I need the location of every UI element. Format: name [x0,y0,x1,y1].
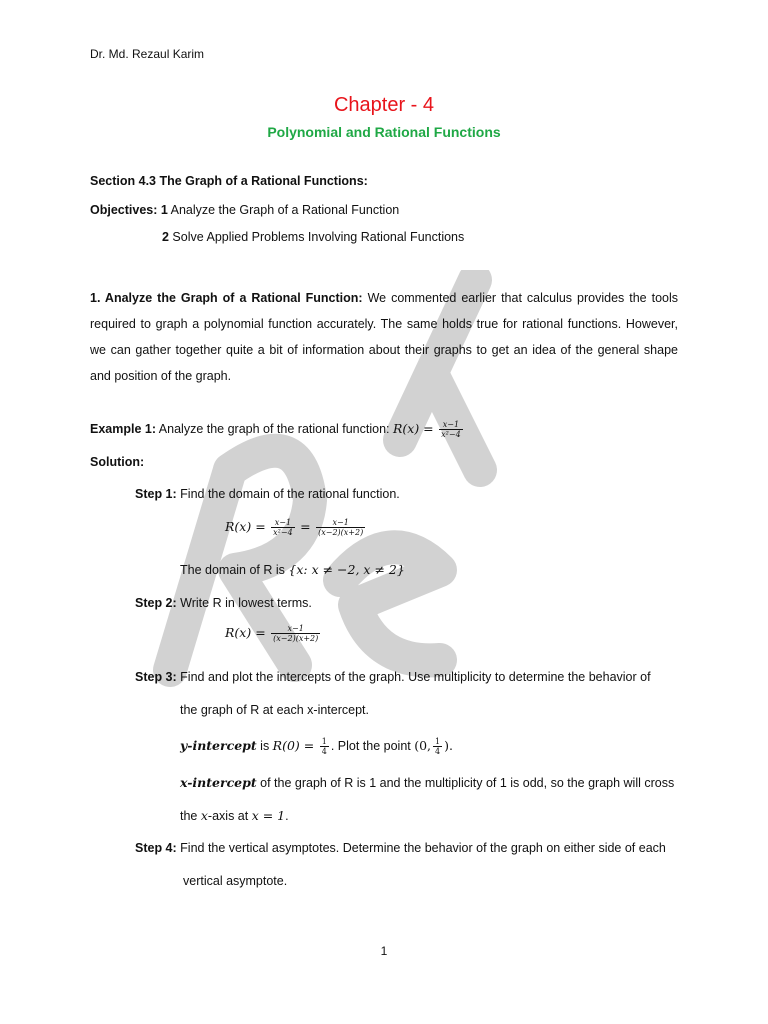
section-heading-text: Section 4.3 The Graph of a Rational Functions: [90,174,368,188]
step-1-label: Step 1: [135,487,177,501]
author-header: Dr. Md. Rezaul Karim [90,47,205,61]
objective-1-number: 1 [160,203,168,217]
section-heading [90,174,368,188]
fraction-numerator: x−1 [287,624,304,633]
fraction-denominator: x²−4 [273,528,293,537]
fraction-numerator: x−1 [442,420,460,429]
equals-sign: = [300,518,311,534]
x-intercept-line [180,775,674,790]
step-2 [135,596,312,610]
step-4-text: Find the vertical asymptotes. Determine the behavior of the graph on either side of each [176,841,666,855]
step-1-text: Find the domain of the rational function. [176,487,400,501]
example-1-fraction [439,420,463,439]
step-2-equation [225,624,322,643]
domain-set: {x: x ≠ −2, x ≠ 2} [288,562,405,577]
x-variable: x [200,808,208,823]
step-2-label: Step 2: [135,596,177,610]
y-intercept-equation: R(0) = [272,737,315,753]
part1-heading: 1. Analyze the Graph of a Rational Function: [90,291,363,305]
equation-fraction-2 [316,518,365,537]
domain-text: The domain of R is [180,563,289,577]
fraction-denominator: (x−2)(x+2) [273,634,319,643]
fraction-denominator: x²−4 [441,430,461,439]
step-3-label: Step 3: [135,670,177,684]
equation-fraction [271,624,320,643]
fraction-denominator: (x−2)(x+2) [318,528,364,537]
step-3 [135,670,651,684]
y-intercept-fraction [320,737,329,756]
x-intercept-text: of the graph of R is 1 and the multiplicity of 1 is odd, so the graph will cross [256,776,675,790]
point-fraction [433,737,442,756]
step-3-text: Find and plot the intercepts of the graph. Use multiplicity to determine the behavior of [176,670,651,684]
step-1-equation [225,518,367,537]
equation-lhs: R(x) = [225,518,266,534]
objective-2-number: 2 [162,230,169,244]
step-4-continuation: vertical asymptote. [183,874,288,888]
example-1-function-lhs: R(x) = [392,420,434,436]
y-intercept-is: is [256,738,273,753]
objective-2 [162,230,464,244]
point-open: (0, [414,737,432,753]
y-intercept-label: y-intercept [180,737,257,753]
fraction-numerator: 1 [321,737,327,746]
fraction-denominator: 4 [321,747,327,756]
example-1 [90,420,465,439]
solution-label [90,455,144,469]
part1-paragraph [90,285,678,389]
part1-body: We commented earlier that calculus provides the tools required to graph a polynomial function accurately. The same holds true for rational functions. However, we can gather together quite a bit of information about their graphs to get an idea of the general shape and position of the graph. [90,291,679,383]
objective-2-text: Solve Applied Problems Involving Rational Functions [168,230,465,244]
equation-fraction-1 [271,518,295,537]
chapter-title: Chapter - 4 [333,94,435,116]
x-intercept-label: x-intercept [180,775,257,790]
fraction-denominator: 4 [435,747,441,756]
y-intercept-plot-text: . Plot the point [330,738,415,753]
objective-1-text: Analyze the Graph of a Rational Function [167,203,400,217]
step-4-label: Step 4: [135,841,177,855]
y-intercept-line [180,737,453,756]
period: . [285,809,289,823]
fraction-numerator: x−1 [332,518,349,527]
step-4 [135,841,666,855]
x-intercept-continuation [180,808,289,823]
chapter-subtitle: Polynomial and Rational Functions [267,124,501,140]
solution-label-text: Solution: [90,455,145,469]
objectives-label: Objectives: [90,203,158,217]
equation-lhs: R(x) = [225,624,266,640]
x-equals-one: x = 1 [251,808,286,823]
domain-statement [180,562,405,577]
step-3-continuation: the graph of R at each x-intercept. [180,703,369,717]
example-1-text: Analyze the graph of the rational function: [156,421,393,436]
page-number: 1 [380,944,388,958]
step-2-text: Write R in lowest terms. [176,596,312,610]
fraction-numerator: x−1 [274,518,292,527]
point-close: ). [444,737,453,753]
example-1-label: Example 1: [90,421,157,436]
fraction-numerator: 1 [435,737,441,746]
objective-1 [90,203,399,217]
x-axis-text-b: -axis at [207,809,252,823]
step-1 [135,487,400,501]
x-axis-text-a: the [180,809,201,823]
